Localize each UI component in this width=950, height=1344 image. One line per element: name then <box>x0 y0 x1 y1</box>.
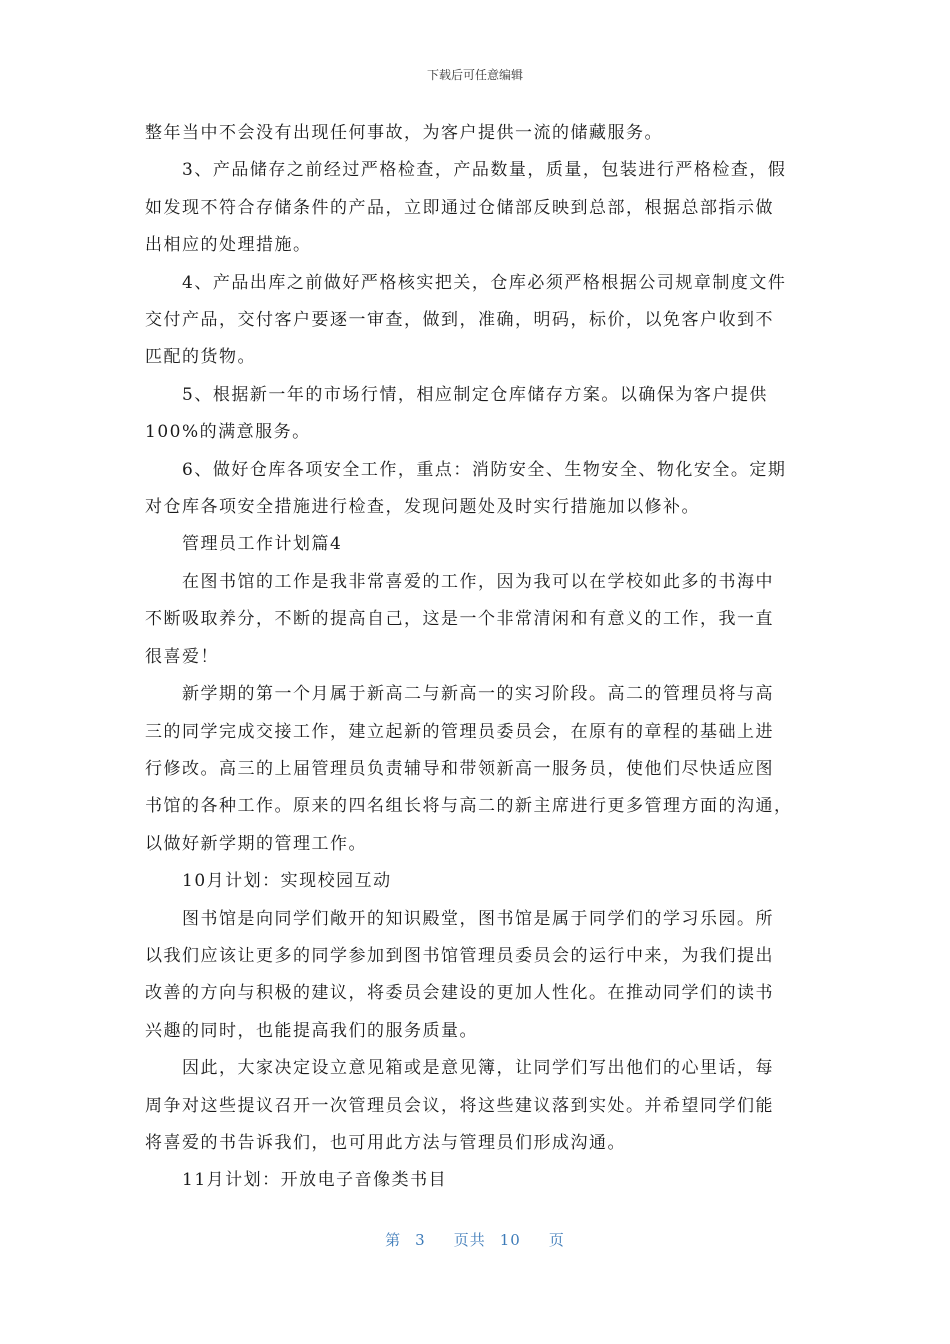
paragraph: 新学期的第一个月属于新高二与新高一的实习阶段。高二的管理员将与高 三的同学完成交接工作，建立起新的管理员委员会，在原有的章程的基础上进 行修改。高三的上届管理员负责辅导和带领新高一服务员，使他们尽快适应图 书馆的各种工作。原来的四名组长将与高二的新主席进行更多管理方面的沟通， 以做好新学期的管理工作。 <box>145 684 793 854</box>
current-page-number: 3 <box>415 1231 426 1249</box>
footer-prefix: 第 <box>385 1231 402 1249</box>
document-body <box>145 115 805 1200</box>
paragraph: 整年当中不会没有出现任何事故，为客户提供一流的储藏服务。 <box>145 123 663 143</box>
page-header: 下载后可任意编辑 <box>426 68 523 82</box>
paragraph: 6、做好仓库各项安全工作，重点：消防安全、生物安全、物化安全。定期 对仓库各项安全措施进行检查，发现问题处及时实行措施加以修补。 <box>145 459 787 518</box>
subsection-heading: 11月计划：开放电子音像类书目 <box>182 1170 448 1191</box>
paragraph: 因此，大家决定设立意见箱或是意见簿，让同学们写出他们的心里话，每 周争对这些提议召开一次管理员会议，将这些建议落到实处。并希望同学们能 将喜爱的书告诉我们，也可用此方法与管理员们形成沟通。 <box>145 1058 774 1153</box>
section-heading: 管理员工作计划篇4 <box>182 534 343 555</box>
paragraph: 3、产品储存之前经过严格检查，产品数量，质量，包装进行严格检查，假 如发现不符合存储条件的产品，立即通过仓储部反映到总部，根据总部指示做 出相应的处理措施。 <box>145 160 787 256</box>
footer-middle: 页共 <box>453 1231 486 1249</box>
paragraph: 5、根据新一年的市场行情，相应制定仓库储存方案。以确保为客户提供 100%的满意服务。 <box>145 384 768 443</box>
total-pages-number: 10 <box>499 1231 521 1249</box>
subsection-heading: 10月计划：实现校园互动 <box>182 871 392 892</box>
paragraph: 在图书馆的工作是我非常喜爱的工作，因为我可以在学校如此多的书海中 不断吸取养分，不断的提高自己，这是一个非常清闲和有意义的工作，我一直 很喜爱！ <box>145 571 774 667</box>
paragraph: 4、产品出库之前做好严格核实把关，仓库必须严格根据公司规章制度文件 交付产品，交付客户要逐一审查，做到，准确，明码，标价，以免客户收到不 匹配的货物。 <box>145 272 787 368</box>
page-footer <box>0 1229 950 1250</box>
footer-suffix: 页 <box>548 1231 565 1249</box>
paragraph: 图书馆是向同学们敞开的知识殿堂，图书馆是属于同学们的学习乐园。所 以我们应该让更多的同学参加到图书馆管理员委员会的运行中来，为我们提出 改善的方向与积极的建议，将委员会建设的更加人性化。在推动同学们的读书 兴趣的同时，也能提高我们的服务质量。 <box>145 908 774 1041</box>
